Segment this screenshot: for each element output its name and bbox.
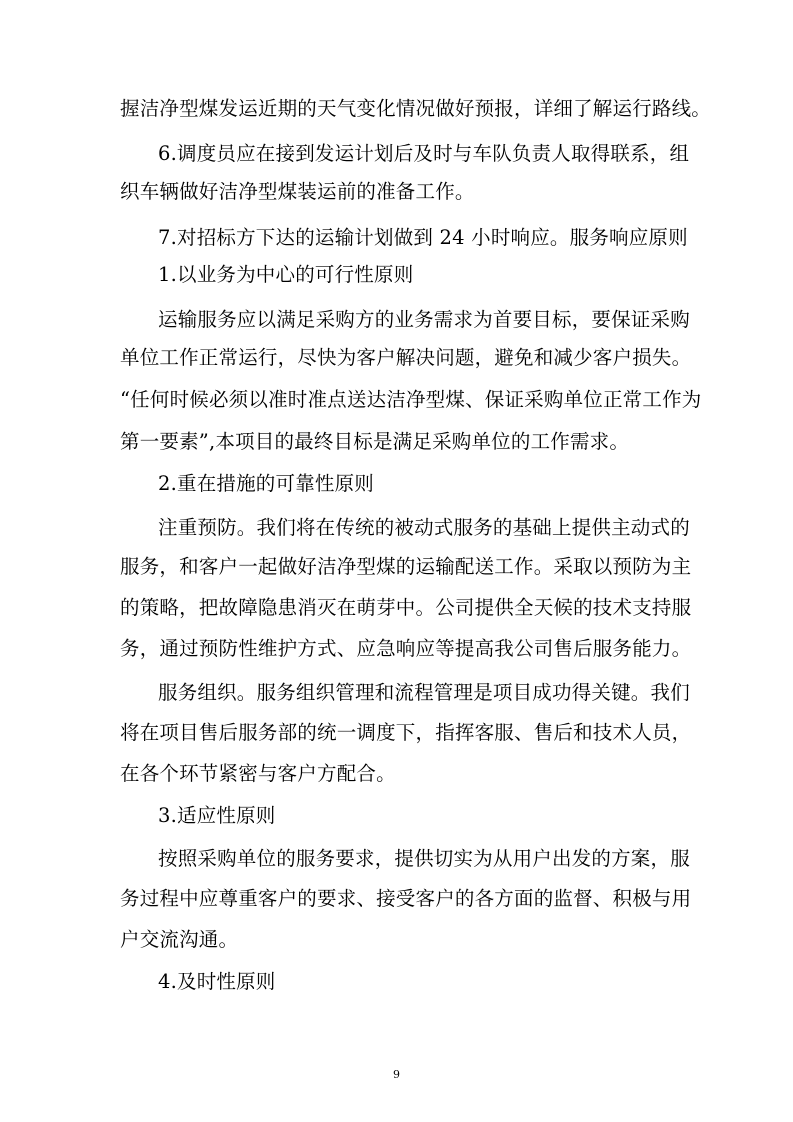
text-line: 户交流沟通。: [120, 928, 239, 951]
text-line: 6.调度员应在接到发运计划后及时与车队负责人取得联系，组: [158, 142, 690, 165]
text-line: 服务组织。服务组织管理和流程管理是项目成功得关键。我们: [158, 681, 690, 704]
text-line: 按照采购单位的服务要求，提供切实为从用户出发的方案，服: [158, 847, 690, 870]
text-line: 7.对招标方下达的运输计划做到 24 小时响应。服务响应原则: [158, 226, 688, 249]
text-line: 注重预防。我们将在传统的被动式服务的基础上提供主动式的: [158, 516, 690, 539]
text-line: 第一要素”,本项目的最终目标是满足采购单位的工作需求。: [120, 430, 630, 453]
text-line: 服务，和客户一起做好洁净型煤的运输配送工作。采取以预防为主: [120, 555, 692, 578]
text-line: 将在项目售后服务部的统一调度下，指挥客服、售后和技术人员，: [120, 721, 692, 744]
text-line: 务过程中应尊重客户的要求、接受客户的各方面的监督、积极与用: [120, 887, 692, 910]
section-heading: 2.重在措施的可靠性原则: [158, 472, 375, 495]
text-line: 运输服务应以满足采购方的业务需求为首要目标，要保证采购: [158, 308, 690, 331]
text-line: 的策略，把故障隐患消灭在萌芽中。公司提供全天候的技术支持服: [120, 596, 692, 619]
section-heading: 3.适应性原则: [158, 804, 276, 827]
text-line: 握洁净型煤发运近期的天气变化情况做好预报，详细了解运行路线。: [120, 97, 712, 120]
section-heading: 4.及时性原则: [158, 970, 276, 993]
section-heading: 1.以业务为中心的可行性原则: [158, 263, 414, 286]
text-line: 务，通过预防性维护方式、应急响应等提高我公司售后服务能力。: [120, 637, 692, 660]
text-line: 在各个环节紧密与客户方配合。: [120, 762, 396, 785]
text-line: 单位工作正常运行，尽快为客户解决问题，避免和减少客户损失。: [120, 346, 692, 369]
page-number: 9: [393, 1068, 400, 1081]
text-line: “任何时候必须以准时准点送达洁净型煤、保证采购单位正常工作为: [120, 388, 702, 411]
text-line: 织车辆做好洁净型煤装运前的准备工作。: [120, 180, 475, 203]
